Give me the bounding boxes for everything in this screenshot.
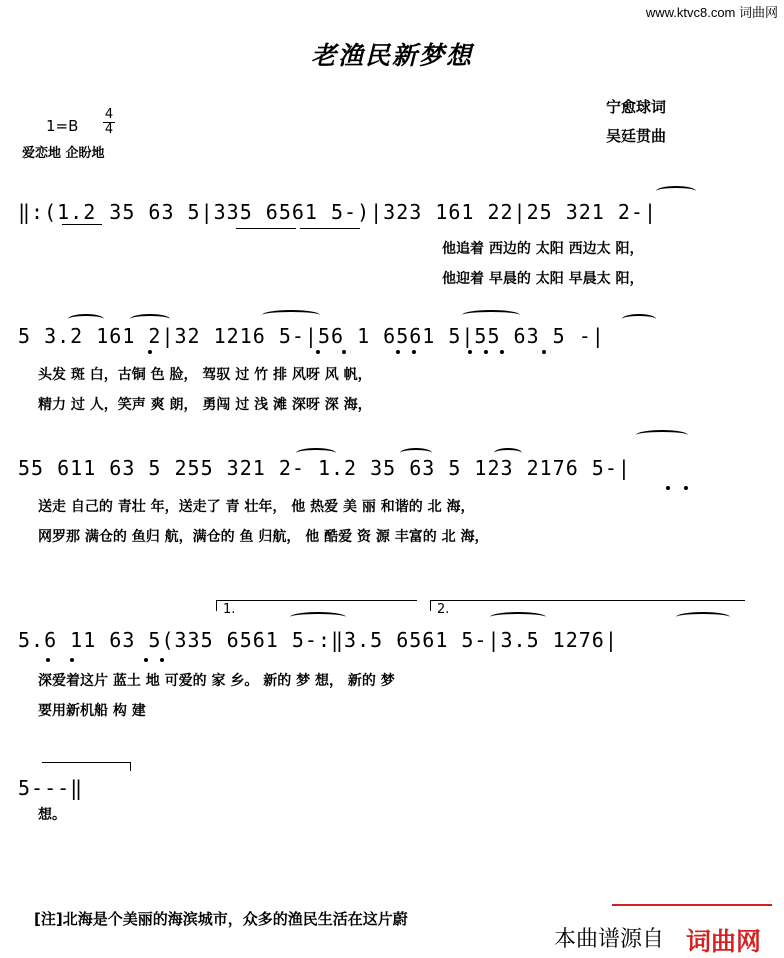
low-octave-dot	[148, 350, 152, 354]
time-signature	[102, 108, 116, 137]
low-octave-dot	[46, 658, 50, 662]
tie-mark	[400, 448, 432, 458]
tie-mark	[290, 612, 346, 622]
lyric-staff4-verse2: 要用新机船 构 建	[38, 703, 146, 719]
low-octave-dot	[542, 350, 546, 354]
tie-mark	[462, 310, 520, 320]
footer-divider	[612, 904, 772, 906]
source-label: 本曲谱源自	[554, 927, 665, 952]
key-signature: 1=B	[46, 117, 79, 135]
beam-underline	[236, 228, 296, 229]
lyric-staff4-verse1: 深爱着这片 蓝土 地 可爱的 家 乡。 新的 梦 想， 新的 梦	[38, 673, 395, 689]
performance-note: 爱恋地 企盼地	[22, 146, 105, 161]
tie-mark	[68, 314, 104, 324]
low-octave-dot	[500, 350, 504, 354]
tie-mark	[130, 314, 170, 324]
staff-line-2: 5 3.2 161 2|32 1216 5-|56 1 6561 5|55 63 5 -|	[18, 324, 605, 348]
lyric-staff2-verse2: 精力 过 人，笑声 爽 朗， 勇闯 过 浅 滩 深呀 深 海，	[38, 397, 372, 413]
tie-mark	[494, 448, 522, 458]
lyricist-credit: 宁愈球词	[606, 98, 667, 116]
song-title: 老渔民新梦想	[310, 41, 473, 70]
low-octave-dot	[396, 350, 400, 354]
tie-mark	[262, 310, 320, 320]
lyric-staff2-verse1: 头发 斑 白，古铜 色 脸， 驾驭 过 竹 排 风呀 风 帆，	[38, 367, 372, 383]
staff-line-1: ‖:(1.2 35 63 5|335 6561 5-)|323 161 22|25 321 2-|	[18, 200, 658, 224]
tie-mark	[656, 186, 696, 196]
low-octave-dot	[160, 658, 164, 662]
first-ending-bracket: 1.	[216, 600, 417, 611]
tie-mark	[490, 612, 546, 622]
low-octave-dot	[342, 350, 346, 354]
time-sig-top: 4	[104, 107, 114, 122]
lyric-staff5-verse1: 想。	[38, 807, 66, 823]
beam-underline	[62, 224, 102, 225]
tie-mark	[622, 314, 656, 324]
composer-credit: 吴廷贯曲	[606, 127, 667, 145]
low-octave-dot	[316, 350, 320, 354]
tie-mark	[296, 448, 336, 458]
lyric-staff1-verse1: 他追着 西边的 太阳 西边太 阳，	[442, 241, 644, 257]
low-octave-dot	[684, 486, 688, 490]
staff-line-4: 5.6 11 63 5(335 6561 5-:‖3.5 6561 5-|3.5 1276|	[18, 628, 618, 652]
staff-line-3: 55 611 63 5 255 321 2- 1.2 35 63 5 123 2176 5-|	[18, 456, 631, 480]
time-sig-bottom: 4	[104, 122, 114, 137]
beam-underline	[300, 228, 360, 229]
brand-logo: 词曲网	[686, 927, 762, 956]
lyric-staff3-verse2: 网罗那 满仓的 鱼归 航，满仓的 鱼 归航， 他 酷爱 资 源 丰富的 北 海，	[38, 529, 489, 545]
site-watermark: www.ktvc8.com 词曲网	[645, 5, 778, 20]
lyric-staff1-verse2: 他迎着 早晨的 太阳 早晨太 阳，	[442, 271, 644, 287]
low-octave-dot	[666, 486, 670, 490]
low-octave-dot	[70, 658, 74, 662]
staff-line-5: 5---‖	[18, 776, 84, 800]
low-octave-dot	[412, 350, 416, 354]
lyric-staff3-verse1: 送走 自己的 青壮 年，送走了 青 壮年， 他 热爱 美 丽 和谐的 北 海，	[38, 499, 475, 515]
low-octave-dot	[144, 658, 148, 662]
tie-mark	[676, 612, 730, 622]
ending-bracket	[42, 762, 131, 771]
low-octave-dot	[484, 350, 488, 354]
second-ending-bracket: 2.	[430, 600, 745, 611]
low-octave-dot	[468, 350, 472, 354]
tie-mark	[636, 430, 688, 440]
footnote: [注]北海是个美丽的海滨城市，众多的渔民生活在这片蔚	[34, 910, 408, 928]
